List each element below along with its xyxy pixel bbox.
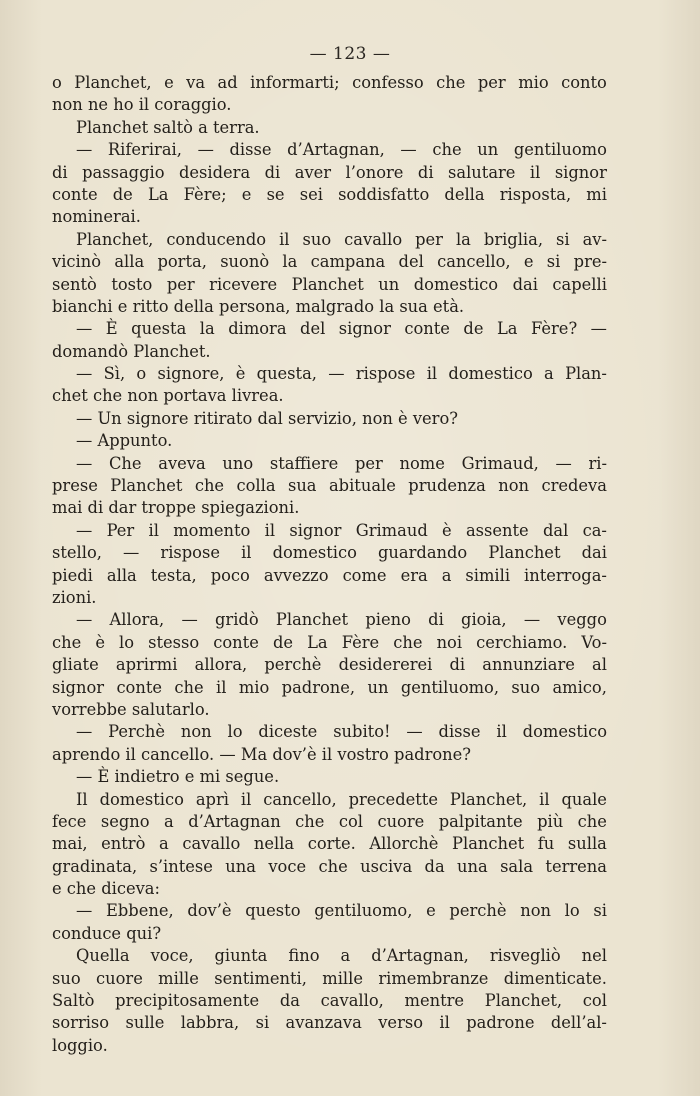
text-line: piedi alla testa, poco avvezzo come era a simili interroga- <box>52 565 607 585</box>
text-line: — Sì, o signore, è questa, — rispose il domestico a Plan- <box>76 364 607 384</box>
text-line: — Per il momento il signor Grimaud è assente dal ca- <box>76 520 607 540</box>
text-line: e che diceva: <box>52 879 160 899</box>
text-line: — Riferirai, — disse d’Artagnan, — che un gentiluomo <box>76 140 607 160</box>
text-line: conduce qui? <box>52 923 162 943</box>
text-line: — Un signore ritirato dal servizio, non è vero? <box>76 408 458 428</box>
text-line: aprendo il cancello. — Ma dov’è il vostro padrone? <box>52 744 472 764</box>
text-line: — È indietro e mi segue. <box>76 767 280 787</box>
text-line: loggio. <box>52 1035 108 1055</box>
text-line: sentò tosto per ricevere Planchet un domestico dai capelli <box>52 274 607 294</box>
page-number: — 123 — <box>309 44 391 64</box>
text-line: — Appunto. <box>76 431 173 451</box>
text-line: mai di dar troppe spiegazioni. <box>52 498 300 518</box>
text-line: zioni. <box>52 587 97 607</box>
text-line: — È questa la dimora del signor conte de La Fère? — <box>76 319 607 339</box>
text-line: fece segno a d’Artagnan che col cuore palpitante più che <box>52 811 607 831</box>
text-line: suo cuore mille sentimenti, mille rimembranze dimenticate. <box>52 968 607 988</box>
text-line: — Allora, — gridò Planchet pieno di gioia, — veggo <box>76 610 607 630</box>
text-line: gradinata, s’intese una voce che usciva da una sala terrena <box>52 856 607 876</box>
text-line: di passaggio desidera di aver l’onore di salutare il signor <box>52 162 607 182</box>
text-line: stello, — rispose il domestico guardando Planchet dai <box>52 543 607 563</box>
text-line: nominerai. <box>52 207 141 227</box>
text-line: che è lo stesso conte de La Fère che noi cerchiamo. Vo- <box>52 632 607 652</box>
text-line: signor conte che il mio padrone, un gentiluomo, suo amico, <box>52 677 607 697</box>
text-body <box>52 72 607 1057</box>
text-line: — Perchè non lo diceste subito! — disse il domestico <box>76 722 607 742</box>
text-line: Planchet saltò a terra. <box>76 117 260 137</box>
text-line: Planchet, conducendo il suo cavallo per la briglia, si av- <box>76 229 607 249</box>
text-line: — Che aveva uno staffiere per nome Grimaud, — ri- <box>76 453 607 473</box>
text-line: Il domestico aprì il cancello, precedette Planchet, il quale <box>76 789 607 809</box>
text-line: o Planchet, e va ad informarti; confesso che per mio conto <box>52 73 607 92</box>
text-line: gliate aprirmi allora, perchè desidererei di annunziare al <box>52 655 607 675</box>
text-line: mai, entrò a cavallo nella corte. Allorchè Planchet fu sulla <box>52 834 607 854</box>
text-line: conte de La Fère; e se sei soddisfatto della risposta, mi <box>52 184 607 204</box>
text-line: — Ebbene, dov’è questo gentiluomo, e perchè non lo si <box>76 901 607 921</box>
text-line: bianchi e ritto della persona, malgrado la sua età. <box>52 296 465 316</box>
text-line: vorrebbe salutarlo. <box>52 699 210 719</box>
text-line: non ne ho il coraggio. <box>52 95 232 115</box>
text-line: prese Planchet che colla sua abituale prudenza non credeva <box>52 476 607 496</box>
text-line: chet che non portava livrea. <box>52 386 284 406</box>
text-line: Saltò precipitosamente da cavallo, mentre Planchet, col <box>52 991 607 1011</box>
text-line: vicinò alla porta, suonò la campana del cancello, e si pre- <box>52 252 607 272</box>
text-line: domandò Planchet. <box>52 341 211 361</box>
text-line: Quella voce, giunta fino a d’Artagnan, risvegliò nel <box>76 946 607 966</box>
text-line: sorriso sulle labbra, si avanzava verso il padrone dell’al- <box>52 1013 607 1033</box>
